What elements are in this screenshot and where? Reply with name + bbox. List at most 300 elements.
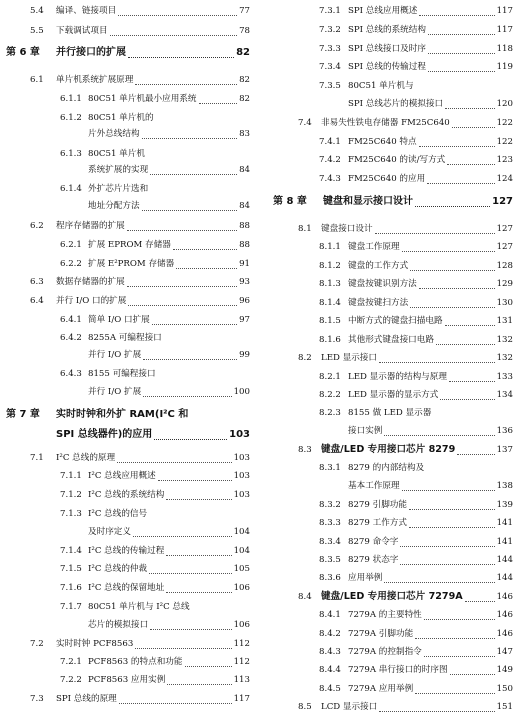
leader-dots <box>457 446 494 455</box>
toc-title: SPI 总线芯片的模拟接口 <box>348 99 444 109</box>
leader-dots <box>128 297 237 306</box>
toc-entry <box>0 385 250 399</box>
toc-chapter-entry <box>261 195 513 209</box>
leader-dots <box>384 574 494 583</box>
toc-title: 键盘/LED 专用接口芯片 7279A <box>321 591 463 602</box>
toc-title: 7279A 引脚功能 <box>348 629 414 639</box>
leader-dots <box>127 222 237 231</box>
toc-number: 8.4 <box>298 592 312 602</box>
leader-dots <box>128 49 234 58</box>
toc-entry <box>0 544 250 558</box>
toc-entry <box>0 182 250 196</box>
toc-page-number: 123 <box>496 155 513 165</box>
toc-entry <box>261 277 513 291</box>
toc-page-number: 141 <box>496 518 513 528</box>
leader-dots <box>402 482 495 491</box>
toc-title: 中断方式的键盘扫描电路 <box>348 316 443 326</box>
toc-title: PCF8563 的特点和功能 <box>88 657 183 667</box>
leader-dots <box>428 45 495 54</box>
toc-entry <box>261 60 513 74</box>
leader-dots <box>173 241 237 250</box>
leader-dots <box>465 593 495 602</box>
toc-number: 8.4.2 <box>319 629 341 639</box>
leader-dots <box>384 427 494 436</box>
toc-entry <box>261 590 513 604</box>
toc-entry <box>261 97 513 111</box>
toc-title: LED 显示接口 <box>321 353 377 363</box>
leader-dots <box>135 640 231 649</box>
leader-dots <box>415 630 494 639</box>
toc-title: LCD 显示接口 <box>321 702 378 712</box>
toc-entry <box>0 4 250 18</box>
leader-dots <box>158 472 232 481</box>
toc-number: 8.2.2 <box>319 390 341 400</box>
toc-title: 及时序定义 <box>88 527 131 537</box>
toc-title: I²C 总线应用概述 <box>88 471 156 481</box>
toc-entry <box>261 351 513 365</box>
toc-entry <box>0 367 250 381</box>
toc-entry <box>261 535 513 549</box>
toc-title: 扩展 E²PROM 存储器 <box>88 259 175 269</box>
leader-dots <box>143 351 237 360</box>
toc-number: 7.2.1 <box>60 657 82 667</box>
toc-number: 8.3.4 <box>319 537 341 547</box>
leader-dots <box>154 431 227 440</box>
toc-page-number: 103 <box>229 429 250 440</box>
toc-page-number: 127 <box>492 196 513 207</box>
toc-title: 并行接口的扩展 <box>56 47 126 58</box>
toc-page-number: 129 <box>496 279 513 289</box>
toc-number: 7.1.1 <box>60 471 82 481</box>
toc-entry <box>261 172 513 186</box>
leader-dots <box>410 262 494 271</box>
toc-title: 芯片的模拟接口 <box>88 620 149 630</box>
toc-title: 键盘按键扫方法 <box>348 298 409 308</box>
toc-page-number: 146 <box>496 610 513 620</box>
toc-entry <box>261 461 513 475</box>
toc-entry <box>261 42 513 56</box>
toc-page-number: 147 <box>496 647 513 657</box>
toc-entry <box>0 24 250 38</box>
leader-dots <box>150 166 237 175</box>
toc-page-number: 127 <box>496 242 513 252</box>
toc-page-number: 130 <box>496 298 513 308</box>
toc-entry <box>0 275 250 289</box>
leader-dots <box>415 685 494 694</box>
toc-title: I²C 总线的传输过程 <box>88 546 165 556</box>
toc-entry <box>0 313 250 327</box>
toc-entry <box>261 443 513 457</box>
leader-dots <box>409 501 495 510</box>
toc-entry <box>261 682 513 696</box>
toc-entry <box>261 333 513 347</box>
toc-title: 7279A 的主要特性 <box>348 610 422 620</box>
toc-entry <box>0 111 250 125</box>
toc-entry <box>261 259 513 273</box>
toc-title: 扩展 EPROM 存储器 <box>88 240 171 250</box>
toc-entry <box>0 562 250 576</box>
toc-page-number: 113 <box>233 675 250 685</box>
leader-dots <box>452 119 495 128</box>
toc-page-number: 112 <box>233 657 250 667</box>
leader-dots <box>176 260 237 269</box>
toc-page-number: 100 <box>233 387 250 397</box>
toc-entry <box>261 516 513 530</box>
toc-page-number: 141 <box>496 537 513 547</box>
leader-dots <box>419 138 495 147</box>
leader-dots <box>166 547 231 556</box>
toc-number: 7.3.2 <box>319 25 341 35</box>
toc-entry <box>0 600 250 614</box>
toc-title: 7279A 应用举例 <box>348 684 414 694</box>
toc-number: 7.4.2 <box>319 155 341 165</box>
toc-page-number: 97 <box>239 315 250 325</box>
toc-page-number: 96 <box>239 296 250 306</box>
leader-dots <box>400 538 494 547</box>
toc-page-number: 151 <box>496 702 513 712</box>
toc-page-number: 104 <box>233 527 250 537</box>
toc-title: 应用举例 <box>348 573 383 583</box>
toc-entry <box>261 645 513 659</box>
toc-title: 并行 I/O 扩展 <box>88 350 142 360</box>
leader-dots <box>449 373 495 382</box>
toc-number: 6.4.1 <box>60 315 82 325</box>
toc-title: 80C51 单片机的 <box>88 113 154 123</box>
toc-number: 7.1 <box>30 453 44 463</box>
toc-page-number: 146 <box>496 629 513 639</box>
leader-dots <box>402 243 495 252</box>
toc-entry <box>261 406 513 420</box>
toc-entry <box>261 370 513 384</box>
toc-title: SPI 总线的原理 <box>56 694 117 704</box>
toc-number: 6.2 <box>30 221 44 231</box>
toc-number: 8.3.2 <box>319 500 341 510</box>
toc-number: 6.1.4 <box>60 184 82 194</box>
toc-title: LED 显示器的显示方式 <box>348 390 439 400</box>
toc-page-number: 118 <box>496 44 513 54</box>
toc-page-number: 132 <box>496 353 513 363</box>
toc-entry <box>0 199 250 213</box>
toc-title: 8255A 可编程接口 <box>88 333 162 343</box>
toc-number: 7.4.1 <box>319 137 341 147</box>
toc-entry <box>0 525 250 539</box>
toc-title: 8155 可编程接口 <box>88 369 156 379</box>
toc-title: 键盘的工作方式 <box>348 261 409 271</box>
toc-title: 键盘工作原理 <box>348 242 400 252</box>
toc-title: 基本工作原理 <box>348 481 400 491</box>
toc-page-number: 120 <box>496 99 513 109</box>
toc-number: 6.2.2 <box>60 259 82 269</box>
leader-dots <box>142 130 237 139</box>
toc-number: 第 8 章 <box>273 196 307 207</box>
toc-entry <box>261 700 513 714</box>
leader-dots <box>199 95 238 104</box>
toc-entry <box>0 147 250 161</box>
toc-number: 7.1.3 <box>60 509 82 519</box>
leader-dots <box>409 519 495 528</box>
toc-number: 7.3.5 <box>319 81 341 91</box>
leader-dots <box>127 278 237 287</box>
leader-dots <box>428 26 495 35</box>
toc-page-number: 132 <box>496 335 513 345</box>
toc-entry <box>261 663 513 677</box>
toc-page-number: 131 <box>496 316 513 326</box>
leader-dots <box>133 528 232 537</box>
toc-title: PCF8563 应用实例 <box>88 675 166 685</box>
leader-dots <box>167 676 231 685</box>
toc-title: I²C 总线的原理 <box>56 453 116 463</box>
toc-page-number: 149 <box>496 665 513 675</box>
toc-number: 8.1 <box>298 224 312 234</box>
toc-number: 6.4.3 <box>60 369 82 379</box>
leader-dots <box>119 695 232 704</box>
toc-page-number: 127 <box>496 224 513 234</box>
toc-page-number: 99 <box>239 350 250 360</box>
toc-page-number: 124 <box>496 174 513 184</box>
toc-page-number: 117 <box>233 694 250 704</box>
toc-page-number: 103 <box>233 490 250 500</box>
leader-dots <box>419 7 494 16</box>
leader-dots <box>445 317 495 326</box>
leader-dots <box>415 198 490 207</box>
toc-entry <box>0 238 250 252</box>
toc-number: 8.3.5 <box>319 555 341 565</box>
toc-title: 8279 工作方式 <box>348 518 407 528</box>
toc-page-number: 122 <box>496 137 513 147</box>
toc-entry <box>0 469 250 483</box>
toc-page-number: 77 <box>239 6 250 16</box>
toc-number: 6.1.2 <box>60 113 82 123</box>
leader-dots <box>440 391 494 400</box>
toc-page-number: 128 <box>496 261 513 271</box>
toc-title: 80C51 单片机最小应用系统 <box>88 94 197 104</box>
leader-dots <box>149 565 231 574</box>
toc-page-number: 122 <box>496 118 513 128</box>
toc-entry <box>261 4 513 18</box>
toc-number: 8.3.1 <box>319 463 341 473</box>
toc-number: 7.3.3 <box>319 44 341 54</box>
leader-dots <box>135 76 237 85</box>
toc-entry <box>0 331 250 345</box>
toc-number: 7.2 <box>30 639 44 649</box>
toc-title: 片外总线结构 <box>88 129 140 139</box>
toc-entry <box>0 294 250 308</box>
toc-number: 8.4.5 <box>319 684 341 694</box>
toc-number: 7.3 <box>30 694 44 704</box>
toc-number: 6.4.2 <box>60 333 82 343</box>
toc-chapter-entry <box>0 46 250 60</box>
toc-title: I²C 总线的系统结构 <box>88 490 165 500</box>
toc-title: 键盘/LED 专用接口芯片 8279 <box>321 444 456 455</box>
toc-title: SPI 总线器件)的应用 <box>56 429 153 440</box>
toc-entry <box>0 618 250 632</box>
toc-number: 7.3.1 <box>319 6 341 16</box>
toc-page-number: 146 <box>496 592 513 602</box>
toc-page-number: 138 <box>496 481 513 491</box>
toc-number: 6.1.1 <box>60 94 82 104</box>
toc-entry <box>261 314 513 328</box>
toc-number: 8.5 <box>298 702 312 712</box>
toc-page-number: 150 <box>496 684 513 694</box>
leader-dots <box>450 666 495 675</box>
toc-entry <box>261 153 513 167</box>
toc-page-number: 103 <box>233 453 250 463</box>
toc-number: 6.1.3 <box>60 149 82 159</box>
toc-title: FM25C640 的应用 <box>348 174 426 184</box>
toc-entry <box>0 692 250 706</box>
toc-title: 键盘接口设计 <box>321 224 373 234</box>
toc-page-number: 105 <box>233 564 250 574</box>
toc-number: 7.1.6 <box>60 583 82 593</box>
toc-number: 5.4 <box>30 6 44 16</box>
toc-page-number: 91 <box>239 259 250 269</box>
toc-title: 程序存储器的扩展 <box>56 221 125 231</box>
toc-title: 7279A 的控制指令 <box>348 647 422 657</box>
toc-page-number: 117 <box>496 25 513 35</box>
toc-entry <box>261 296 513 310</box>
toc-page-number: 136 <box>496 426 513 436</box>
toc-entry <box>261 79 513 93</box>
leader-dots <box>117 454 231 463</box>
toc-number: 8.3 <box>298 445 312 455</box>
toc-number: 8.4.1 <box>319 610 341 620</box>
toc-title: 外扩芯片片选和 <box>88 184 149 194</box>
leader-dots <box>152 316 237 325</box>
leader-dots <box>410 299 494 308</box>
toc-page-number: 139 <box>496 500 513 510</box>
toc-title: I²C 总线的信号 <box>88 509 148 519</box>
toc-entry <box>0 127 250 141</box>
toc-title: 8279 命令字 <box>348 537 399 547</box>
toc-entry <box>261 608 513 622</box>
toc-number: 第 6 章 <box>6 47 40 58</box>
toc-entry <box>0 507 250 521</box>
toc-title: 实时时钟 PCF8563 <box>56 639 134 649</box>
toc-number: 7.3.4 <box>319 62 341 72</box>
toc-entry <box>0 348 250 362</box>
toc-title: 下载调试项目 <box>56 26 108 36</box>
toc-number: 7.4.3 <box>319 174 341 184</box>
toc-title: 并行 I/O 口的扩展 <box>56 296 127 306</box>
toc-title: 系统扩展的实现 <box>88 165 149 175</box>
toc-entry <box>0 655 250 669</box>
toc-entry <box>0 219 250 233</box>
toc-number: 7.1.7 <box>60 602 82 612</box>
toc-title: 简单 I/O 口扩展 <box>88 315 150 325</box>
toc-page-number: 93 <box>239 277 250 287</box>
leader-dots <box>142 202 237 211</box>
toc-title: 地址分配方法 <box>88 201 140 211</box>
toc-entry <box>0 163 250 177</box>
toc-number: 8.1.6 <box>319 335 341 345</box>
leader-dots <box>424 611 495 620</box>
toc-page-number: 82 <box>236 47 250 58</box>
leader-dots <box>400 556 494 565</box>
toc-page-number: 144 <box>496 573 513 583</box>
toc-entry <box>261 135 513 149</box>
toc-number: 7.1.4 <box>60 546 82 556</box>
toc-title: 其他形式键盘接口电路 <box>348 335 434 345</box>
leader-dots <box>424 648 495 657</box>
toc-title: 80C51 单片机 <box>88 149 145 159</box>
toc-page-number: 84 <box>239 165 250 175</box>
toc-number: 6.2.1 <box>60 240 82 250</box>
toc-title: FM25C640 的读/写方式 <box>348 155 446 165</box>
toc-entry <box>0 488 250 502</box>
toc-title: 实时时钟和外扩 RAM(I²C 和 <box>56 409 189 420</box>
toc-page-number: 82 <box>239 75 250 85</box>
toc-entry <box>261 240 513 254</box>
toc-number: 8.2 <box>298 353 312 363</box>
toc-page-number: 117 <box>496 6 513 16</box>
toc-entry <box>261 627 513 641</box>
toc-entry <box>261 388 513 402</box>
toc-number: 8.4.3 <box>319 647 341 657</box>
toc-page-number: 104 <box>233 546 250 556</box>
toc-entry <box>261 553 513 567</box>
toc-page-number: 144 <box>496 555 513 565</box>
leader-dots <box>166 584 231 593</box>
toc-title: I²C 总线的保留地址 <box>88 583 165 593</box>
toc-number: 8.1.4 <box>319 298 341 308</box>
leader-dots <box>379 703 494 712</box>
toc-number: 8.1.1 <box>319 242 341 252</box>
toc-page-number: 106 <box>233 583 250 593</box>
leader-dots <box>185 658 232 667</box>
toc-page-number: 78 <box>239 26 250 36</box>
toc-number: 7.1.2 <box>60 490 82 500</box>
toc-title: SPI 总线接口及时序 <box>348 44 426 54</box>
toc-title: SPI 总线应用概述 <box>348 6 418 16</box>
toc-entry <box>0 451 250 465</box>
leader-dots <box>375 225 495 234</box>
toc-page-number: 112 <box>233 639 250 649</box>
toc-entry <box>261 498 513 512</box>
toc-number: 8.1.3 <box>319 279 341 289</box>
toc-chapter-entry <box>0 408 250 422</box>
toc-title: 数据存储器的扩展 <box>56 277 125 287</box>
leader-dots <box>436 336 495 345</box>
toc-number: 8.3.6 <box>319 573 341 583</box>
toc-entry <box>261 116 513 130</box>
toc-page-number: 88 <box>239 240 250 250</box>
toc-title: 编译、链接项目 <box>56 6 117 16</box>
toc-page-number: 103 <box>233 471 250 481</box>
toc-title: 非易失性铁电存储器 FM25C640 <box>321 118 450 128</box>
toc-title: 并行 I/O 扩展 <box>88 387 142 397</box>
toc-entry <box>0 92 250 106</box>
toc-number: 6.1 <box>30 75 44 85</box>
toc-page-number: 106 <box>233 620 250 630</box>
toc-number: 6.3 <box>30 277 44 287</box>
leader-dots <box>150 621 231 630</box>
toc-page-number: 134 <box>496 390 513 400</box>
toc-title: 8279 状态字 <box>348 555 399 565</box>
toc-number: 8.2.1 <box>319 372 341 382</box>
toc-entry <box>261 479 513 493</box>
leader-dots <box>379 354 495 363</box>
leader-dots <box>427 175 494 184</box>
toc-title: FM25C640 特点 <box>348 137 417 147</box>
toc-entry <box>0 581 250 595</box>
leader-dots <box>110 27 237 36</box>
toc-entry <box>261 571 513 585</box>
leader-dots <box>445 100 494 109</box>
toc-title: I²C 总线的仲裁 <box>88 564 148 574</box>
toc-title: 8155 做 LED 显示器 <box>348 408 432 418</box>
toc-title: 80C51 单片机与 <box>348 81 414 91</box>
toc-number: 8.3.3 <box>319 518 341 528</box>
